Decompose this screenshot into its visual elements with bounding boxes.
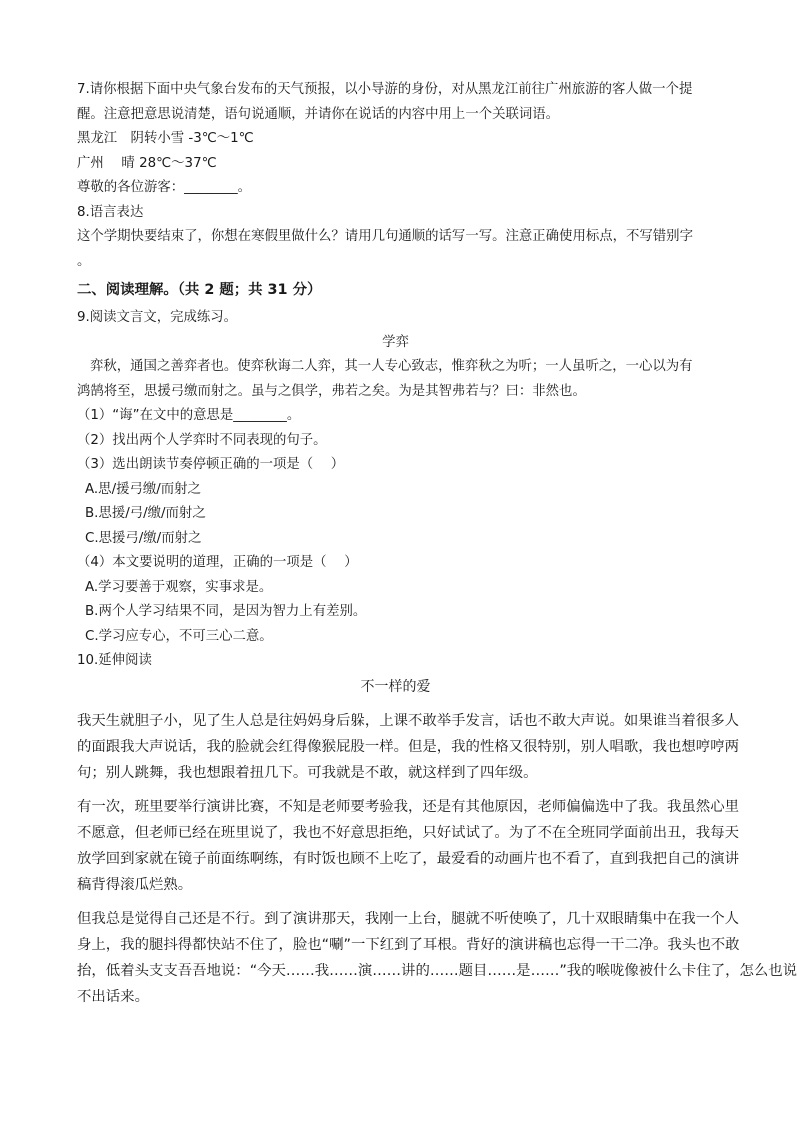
q10-title: 10.延伸阅读 <box>77 653 152 668</box>
question-7 <box>77 78 714 201</box>
q9-sub-4-option-a: A.学习要善于观察，实事求是。 <box>85 579 273 595</box>
q10-p2-line-1: 有一次，班里要举行演讲比赛，不知是老师要考验我，还是有其他原因，老师偏偏选中了我。我虽然心里 <box>77 798 739 815</box>
q7-prompt-line-1: 7.请你根据下面中央气象台发布的天气预报，以小导游的身份，对从黑龙江前往广州旅游的客人做一个提 <box>77 82 693 97</box>
q10-paragraph-3 <box>77 906 797 1010</box>
q10-p2-line-3: 放学回到家就在镜子前面练啊练，有时饭也顾不上吃了，最爱看的动画片也不看了，直到我把自己的演讲 <box>77 850 739 867</box>
q10-p1-line-2: 的面跟我大声说话，我的脸就会红得像猴屁股一样。但是，我的性格又很特别，别人唱歌，我也想哼哼两 <box>77 738 739 755</box>
section-2-title: 二、阅读理解。（共 2 题；共 31 分） <box>77 282 322 298</box>
q9-title: 9.阅读文言文，完成练习。 <box>77 310 238 325</box>
question-8 <box>77 201 714 275</box>
q8-prompt-line-1: 这个学期快要结束了，你想在寒假里做什么？请用几句通顺的话写一写。注意正确使用标点，不写错别字 <box>77 229 693 244</box>
q8-title: 8.语言表达 <box>77 204 144 220</box>
q9-sub-2: （2）找出两个人学弈时不同表现的句子。 <box>77 432 327 448</box>
q10-p3-line-2: 身上，我的腿抖得都快站不住了，脸也“唰”一下红到了耳根。背好的演讲稿也忘得一干二净。我头也不敢 <box>77 936 740 953</box>
q10-text-title: 不一样的爱 <box>360 678 431 695</box>
q9-sub-3: （3）选出朗读节奏停顿正确的一项是（ ） <box>77 457 345 472</box>
question-10 <box>77 649 797 1010</box>
q10-p2-line-4: 稿背得滚瓜烂熟。 <box>77 876 193 893</box>
q7-greeting-blank: 尊敬的各位游客：________。 <box>77 180 252 195</box>
q10-p2-line-2: 不愿意，但老师已经在班里说了，我也不好意思拒绝，只好试试了。为了不在全班同学面前出丑，我每天 <box>77 824 739 841</box>
q10-p3-line-4: 不出话来。 <box>77 988 149 1005</box>
q10-paragraph-2 <box>77 794 739 898</box>
q9-sub-3-option-c: C.思援弓/缴/而射之 <box>85 530 202 546</box>
q9-sub-3-option-a: A.思/援弓缴/而射之 <box>85 481 201 497</box>
q9-sub-4-option-b: B.两个人学习结果不同，是因为智力上有差别。 <box>85 604 367 619</box>
q9-sub-4-option-c: C.学习应专心，不可三心二意。 <box>85 628 273 644</box>
q9-sub-3-option-b: B.思援/弓/缴/而射之 <box>85 506 206 521</box>
q9-sub-4: （4）本文要说明的道理，正确的一项是（ ） <box>77 555 358 570</box>
q7-weather-guangzhou: 广州 晴 28℃～37℃ <box>77 155 217 171</box>
q10-p1-line-3: 句；别人跳舞，我也想跟着扭几下。可我就是不敢，就这样到了四年级。 <box>77 764 538 781</box>
q9-text-line-1: 弈秋，通国之善弈者也。使弈秋诲二人弈，其一人专心致志，惟弈秋之为听；一人虽听之，一心以为有 <box>90 359 693 374</box>
q8-prompt-line-2: 。 <box>77 253 91 269</box>
q10-p3-line-3: 抬，低着头支支吾吾地说：“今天……我……演……讲的……题目……是……”我的喉咙像被什么卡住了，怎么也说 <box>77 962 797 979</box>
q7-weather-heilongjiang: 黑龙江 阴转小雪 -3℃～1℃ <box>77 131 254 146</box>
q9-text-line-2: 鸿鹄将至，思援弓缴而射之。虽与之俱学，弗若之矣。为是其智弗若与？曰：非然也。 <box>77 383 586 399</box>
q10-p3-line-1: 但我总是觉得自己还是不行。到了演讲那天，我刚一上台，腿就不听使唤了，几十双眼睛集中在我一个人 <box>77 910 739 927</box>
q10-p1-line-1: 我天生就胆子小，见了生人总是往妈妈身后躲，上课不敢举手发言，话也不敢大声说。如果谁当着很多人 <box>77 712 739 729</box>
q9-text-title: 学弈 <box>382 334 409 350</box>
question-9 <box>77 306 714 649</box>
q9-sub-1: （1）“诲”在文中的意思是________。 <box>77 408 301 423</box>
q10-paragraph-1 <box>77 708 739 786</box>
q7-prompt-line-2: 醒。注意把意思说清楚，语句说通顺，并请你在说话的内容中用上一个关联词语。 <box>77 106 560 122</box>
